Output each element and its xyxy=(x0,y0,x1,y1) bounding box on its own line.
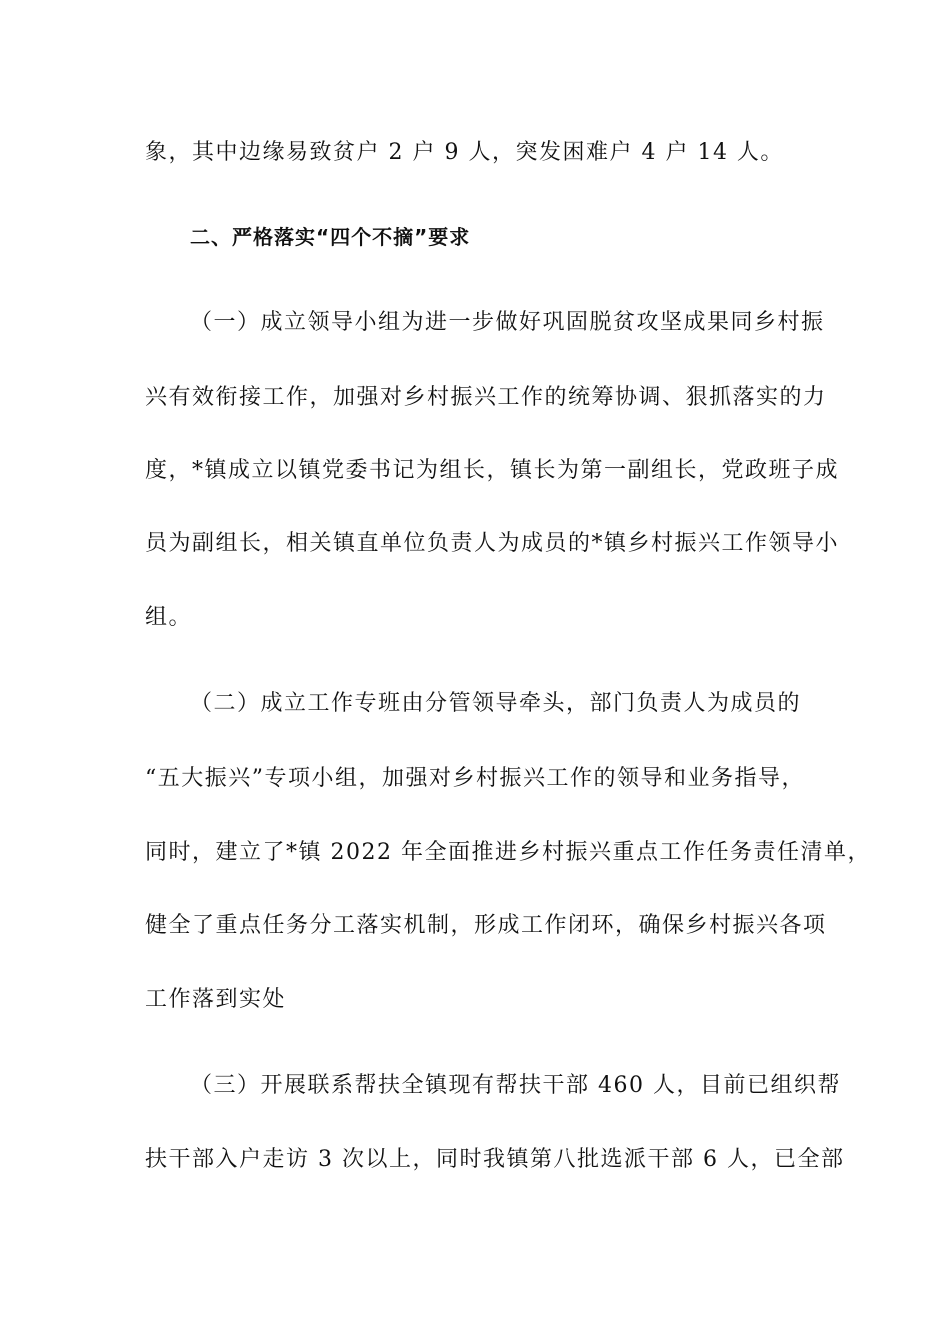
paragraph-line: 象，其中边缘易致贫户 2 户 9 人，突发困难户 4 户 14 人。 xyxy=(145,140,784,165)
paragraph-line: （二）成立工作专班由分管领导牵头，部门负责人为成员的 xyxy=(190,691,802,716)
paragraph-line: 组。 xyxy=(145,605,193,630)
paragraph-line: 同时，建立了*镇 2022 年全面推进乡村振兴重点工作任务责任清单， xyxy=(145,840,871,865)
paragraph-line: “五大振兴”专项小组，加强对乡村振兴工作的领导和业务指导， xyxy=(145,766,805,791)
paragraph-line: 健全了重点任务分工落实机制，形成工作闭环，确保乡村振兴各项 xyxy=(145,913,827,938)
paragraph-line: 工作落到实处 xyxy=(145,987,287,1012)
paragraph-line: 兴有效衔接工作，加强对乡村振兴工作的统筹协调、狠抓落实的力 xyxy=(145,385,827,410)
paragraph-line: 员为副组长，相关镇直单位负责人为成员的*镇乡村振兴工作领导小 xyxy=(145,531,840,556)
paragraph-line: （三）开展联系帮扶全镇现有帮扶干部 460 人，目前已组织帮 xyxy=(190,1073,841,1098)
paragraph-line: 度，*镇成立以镇党委书记为组长，镇长为第一副组长，党政班子成 xyxy=(145,458,840,483)
section-heading: 二、严格落实“四个不摘”要求 xyxy=(190,225,471,249)
paragraph-line: （一）成立领导小组为进一步做好巩固脱贫攻坚成果同乡村振 xyxy=(190,310,825,335)
paragraph-line: 扶干部入户走访 3 次以上，同时我镇第八批选派干部 6 人，已全部 xyxy=(145,1147,845,1172)
